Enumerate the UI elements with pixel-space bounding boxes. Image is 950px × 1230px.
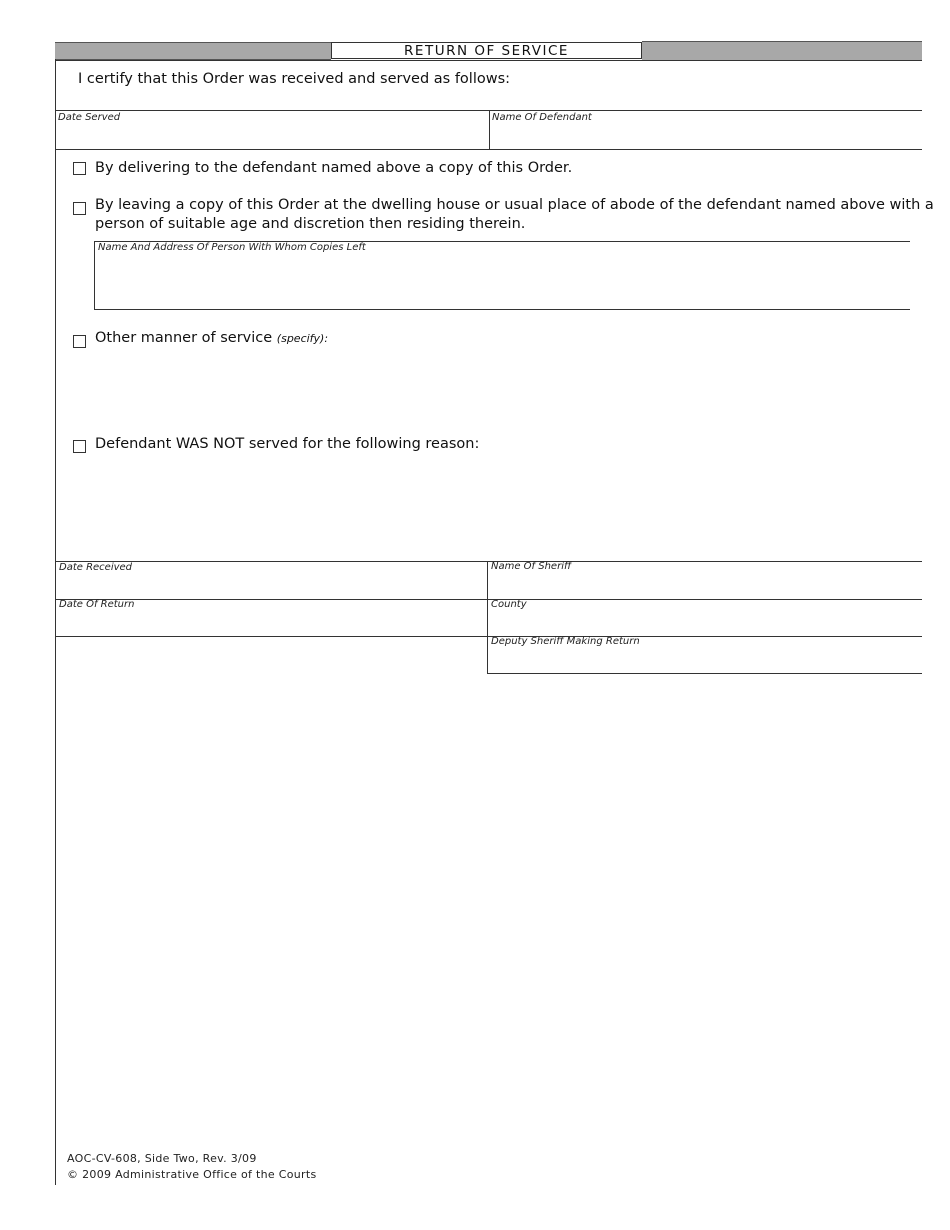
other-manner-checkbox[interactable] <box>73 335 86 348</box>
other-manner-field[interactable] <box>95 352 910 422</box>
specify-note: (specify): <box>276 332 329 345</box>
address-box-bottom <box>94 309 910 310</box>
header-bar-left <box>55 42 331 60</box>
date-of-return-label: Date Of Return <box>59 599 135 610</box>
copyright-notice: © 2009 Administrative Office of the Courts <box>67 1168 317 1181</box>
not-served-reason-field[interactable] <box>95 458 910 553</box>
certify-statement: I certify that this Order was received and served as follows: <box>78 71 511 87</box>
form-title: RETURN OF SERVICE <box>331 42 642 59</box>
county-field[interactable] <box>488 600 921 636</box>
name-of-defendant-field[interactable] <box>490 111 922 149</box>
delivering-checkbox[interactable] <box>73 162 86 175</box>
form-id: AOC-CV-608, Side Two, Rev. 3/09 <box>67 1152 257 1165</box>
leaving-copy-text-line1: By leaving a copy of this Order at the dwelling house or usual place of abode of the defendant named above with a <box>95 197 934 213</box>
date-served-field[interactable] <box>56 111 488 149</box>
county-label: County <box>491 599 527 610</box>
date-received-field[interactable] <box>56 562 486 599</box>
delivering-option-text: By delivering to the defendant named above a copy of this Order. <box>95 160 573 176</box>
not-served-text: Defendant WAS NOT served for the following reason: <box>95 436 480 452</box>
header-underline <box>55 60 922 61</box>
name-of-sheriff-label: Name Of Sheriff <box>491 561 572 572</box>
deputy-sheriff-label: Deputy Sheriff Making Return <box>491 636 640 647</box>
name-address-person-field[interactable] <box>95 242 910 308</box>
row-divider-served-bottom <box>55 149 922 150</box>
bottom-grid-bottom <box>487 673 922 674</box>
name-address-person-label: Name And Address Of Person With Whom Copies Left <box>98 242 366 253</box>
name-of-defendant-label: Name Of Defendant <box>492 112 592 123</box>
leaving-copy-checkbox[interactable] <box>73 202 86 215</box>
deputy-sheriff-field[interactable] <box>488 637 921 673</box>
other-manner-text <box>95 330 328 346</box>
date-received-label: Date Received <box>59 562 133 573</box>
header-bar-right <box>642 41 922 61</box>
date-served-label: Date Served <box>58 112 121 123</box>
other-manner-label: Other manner of service <box>95 330 273 346</box>
date-of-return-field[interactable] <box>56 600 486 636</box>
name-of-sheriff-field[interactable] <box>488 562 921 599</box>
leaving-copy-text-line2: person of suitable age and discretion then residing therein. <box>95 216 526 232</box>
not-served-checkbox[interactable] <box>73 440 86 453</box>
